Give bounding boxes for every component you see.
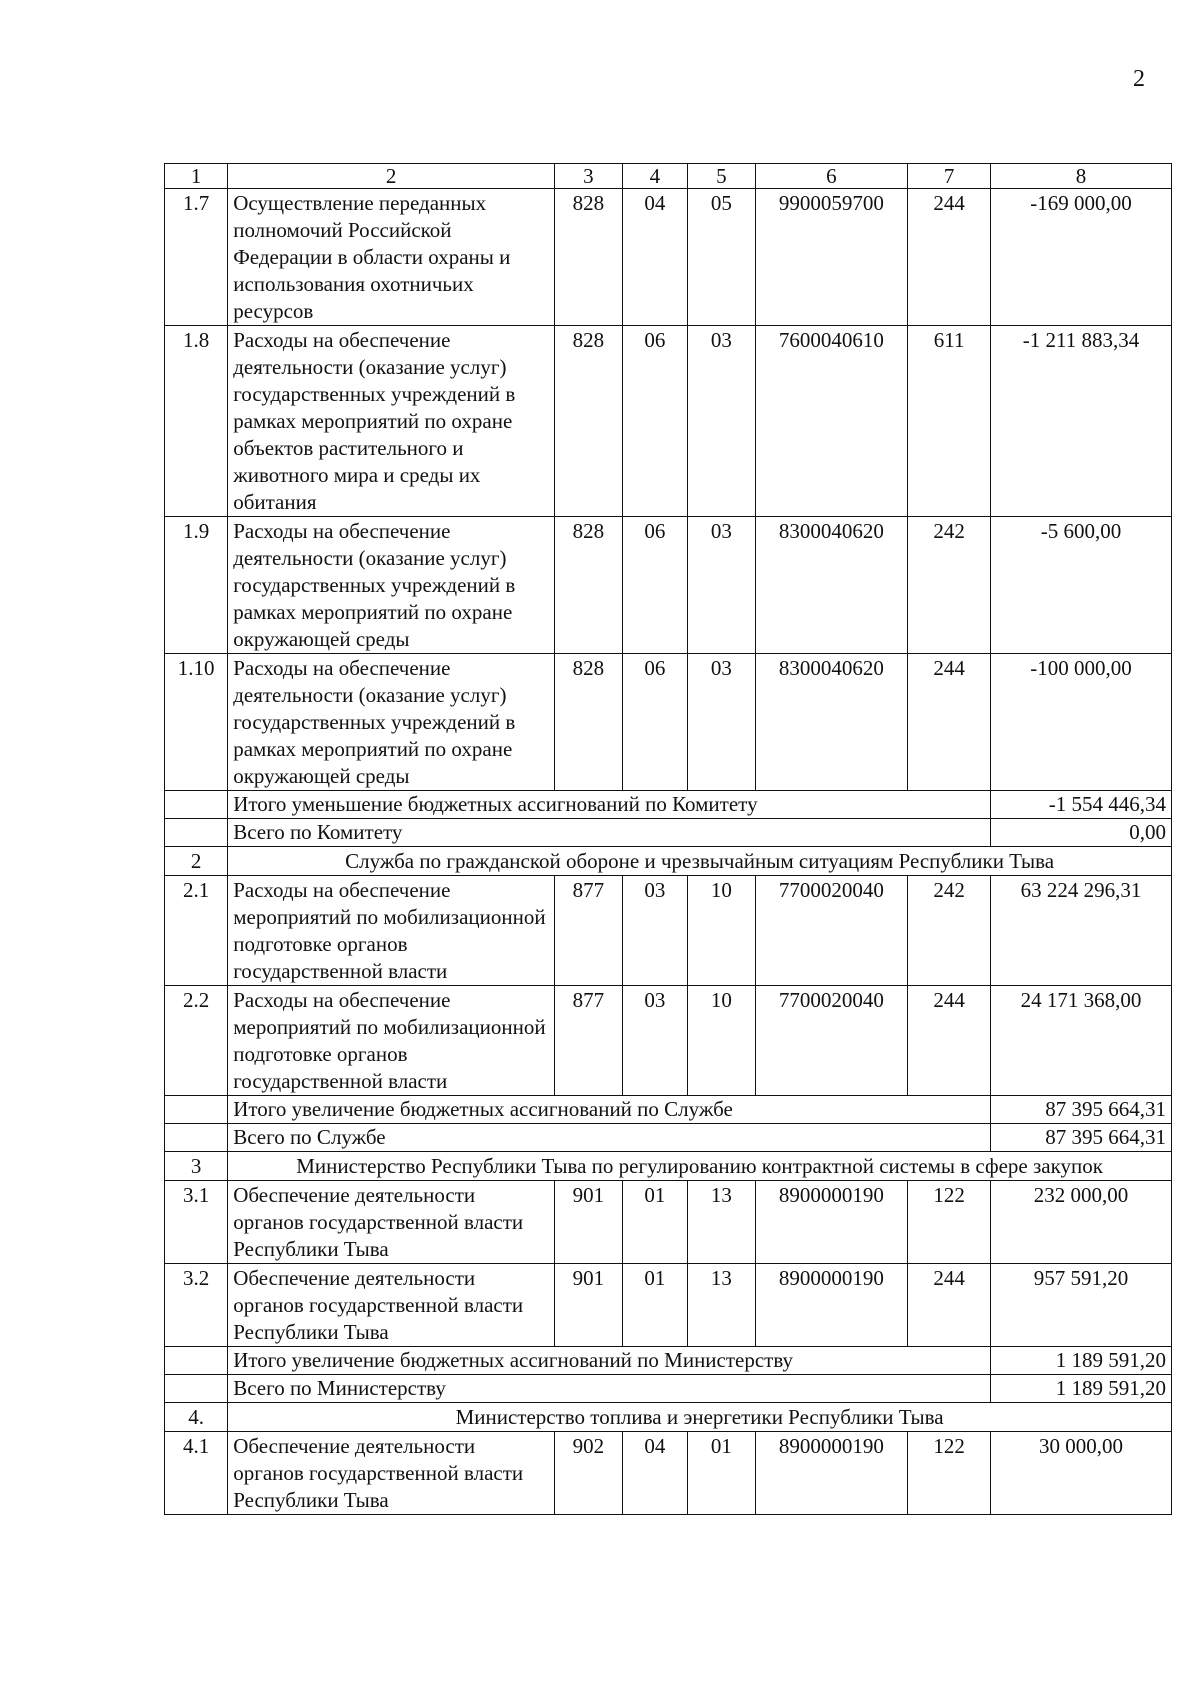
row-name: Расходы на обеспечение мероприятий по мобилизационной подготовке органов государственной власти — [228, 876, 555, 986]
total-label: Итого увеличение бюджетных ассигнований по Службе — [228, 1096, 991, 1124]
total-label: Всего по Комитету — [228, 819, 991, 847]
total-empty-cell — [165, 1347, 228, 1375]
code-section: 01 — [622, 1264, 687, 1347]
row-number: 1.7 — [165, 189, 228, 326]
row-amount: -1 211 883,34 — [991, 326, 1172, 517]
code-admin: 828 — [555, 517, 623, 654]
row-number: 2.2 — [165, 986, 228, 1096]
row-amount: 24 171 368,00 — [991, 986, 1172, 1096]
code-expense-type: 611 — [908, 326, 991, 517]
code-expense-type: 244 — [908, 1264, 991, 1347]
table-row — [165, 1181, 1172, 1264]
row-amount: 957 591,20 — [991, 1264, 1172, 1347]
total-label: Итого уменьшение бюджетных ассигнований по Комитету — [228, 791, 991, 819]
row-number: 3.1 — [165, 1181, 228, 1264]
code-expense-type: 122 — [908, 1181, 991, 1264]
total-amount: 87 395 664,31 — [991, 1096, 1172, 1124]
section-header-row — [165, 1403, 1172, 1432]
total-amount: 1 189 591,20 — [991, 1347, 1172, 1375]
total-empty-cell — [165, 819, 228, 847]
total-label: Всего по Министерству — [228, 1375, 991, 1403]
code-subsection: 10 — [688, 876, 756, 986]
page-number: 2 — [1133, 66, 1145, 92]
code-section: 03 — [622, 986, 687, 1096]
column-header-1: 1 — [165, 164, 228, 189]
total-empty-cell — [165, 1124, 228, 1152]
row-amount: 232 000,00 — [991, 1181, 1172, 1264]
total-label: Итого увеличение бюджетных ассигнований по Министерству — [228, 1347, 991, 1375]
section-number: 4. — [165, 1403, 228, 1432]
section-header-row — [165, 1152, 1172, 1181]
column-header-2: 2 — [228, 164, 555, 189]
total-amount: 87 395 664,31 — [991, 1124, 1172, 1152]
row-number: 1.8 — [165, 326, 228, 517]
column-header-4: 4 — [622, 164, 687, 189]
row-amount: -100 000,00 — [991, 654, 1172, 791]
section-number: 3 — [165, 1152, 228, 1181]
row-name: Расходы на обеспечение деятельности (оказание услуг) государственных учреждений в рамках мероприятий по охране окружающей среды — [228, 517, 555, 654]
table-row — [165, 326, 1172, 517]
column-header-3: 3 — [555, 164, 623, 189]
code-section: 06 — [622, 517, 687, 654]
total-amount: 1 189 591,20 — [991, 1375, 1172, 1403]
code-section: 04 — [622, 189, 687, 326]
row-number: 1.9 — [165, 517, 228, 654]
row-amount: 30 000,00 — [991, 1432, 1172, 1515]
section-number: 2 — [165, 847, 228, 876]
code-expense-type: 244 — [908, 986, 991, 1096]
total-label: Всего по Службе — [228, 1124, 991, 1152]
code-expense-type: 242 — [908, 517, 991, 654]
code-subsection: 03 — [688, 517, 756, 654]
code-subsection: 13 — [688, 1264, 756, 1347]
code-expense-type: 122 — [908, 1432, 991, 1515]
code-admin: 902 — [555, 1432, 623, 1515]
table-row — [165, 876, 1172, 986]
total-empty-cell — [165, 791, 228, 819]
code-subsection: 03 — [688, 654, 756, 791]
code-target: 9900059700 — [755, 189, 908, 326]
code-section: 06 — [622, 326, 687, 517]
row-name: Обеспечение деятельности органов государственной власти Республики Тыва — [228, 1181, 555, 1264]
row-amount: 63 224 296,31 — [991, 876, 1172, 986]
code-admin: 901 — [555, 1181, 623, 1264]
code-section: 06 — [622, 654, 687, 791]
code-subsection: 03 — [688, 326, 756, 517]
table-row — [165, 1432, 1172, 1515]
code-target: 8900000190 — [755, 1432, 908, 1515]
total-row — [165, 819, 1172, 847]
row-name: Обеспечение деятельности органов государственной власти Республики Тыва — [228, 1432, 555, 1515]
row-amount: -5 600,00 — [991, 517, 1172, 654]
row-number: 1.10 — [165, 654, 228, 791]
column-header-7: 7 — [908, 164, 991, 189]
code-target: 8300040620 — [755, 654, 908, 791]
total-amount: 0,00 — [991, 819, 1172, 847]
section-title: Министерство топлива и энергетики Республики Тыва — [228, 1403, 1172, 1432]
code-target: 7700020040 — [755, 876, 908, 986]
total-empty-cell — [165, 1375, 228, 1403]
code-section: 04 — [622, 1432, 687, 1515]
code-target: 8300040620 — [755, 517, 908, 654]
row-name: Осуществление переданных полномочий Российской Федерации в области охраны и использования охотничьих ресурсов — [228, 189, 555, 326]
code-target: 7700020040 — [755, 986, 908, 1096]
section-title: Служба по гражданской обороне и чрезвычайным ситуациям Республики Тыва — [228, 847, 1172, 876]
code-target: 8900000190 — [755, 1181, 908, 1264]
table-row — [165, 1264, 1172, 1347]
total-row — [165, 1124, 1172, 1152]
code-admin: 877 — [555, 986, 623, 1096]
row-number: 4.1 — [165, 1432, 228, 1515]
code-expense-type: 244 — [908, 189, 991, 326]
code-admin: 877 — [555, 876, 623, 986]
code-subsection: 10 — [688, 986, 756, 1096]
code-admin: 828 — [555, 326, 623, 517]
total-row — [165, 1375, 1172, 1403]
row-name: Расходы на обеспечение деятельности (оказание услуг) государственных учреждений в рамках мероприятий по охране объектов растительного и животного мира и среды их обитания — [228, 326, 555, 517]
row-name: Обеспечение деятельности органов государственной власти Республики Тыва — [228, 1264, 555, 1347]
section-title: Министерство Республики Тыва по регулированию контрактной системы в сфере закупок — [228, 1152, 1172, 1181]
code-section: 03 — [622, 876, 687, 986]
total-amount: -1 554 446,34 — [991, 791, 1172, 819]
code-target: 7600040610 — [755, 326, 908, 517]
row-name: Расходы на обеспечение деятельности (оказание услуг) государственных учреждений в рамках мероприятий по охране окружающей среды — [228, 654, 555, 791]
table-row — [165, 654, 1172, 791]
column-header-8: 8 — [991, 164, 1172, 189]
header-row — [165, 164, 1172, 189]
table-row — [165, 986, 1172, 1096]
row-amount: -169 000,00 — [991, 189, 1172, 326]
column-header-6: 6 — [755, 164, 908, 189]
table-row — [165, 517, 1172, 654]
code-expense-type: 242 — [908, 876, 991, 986]
code-admin: 901 — [555, 1264, 623, 1347]
table-row — [165, 189, 1172, 326]
row-number: 3.2 — [165, 1264, 228, 1347]
row-name: Расходы на обеспечение мероприятий по мобилизационной подготовке органов государственной власти — [228, 986, 555, 1096]
row-number: 2.1 — [165, 876, 228, 986]
code-target: 8900000190 — [755, 1264, 908, 1347]
code-subsection: 13 — [688, 1181, 756, 1264]
code-admin: 828 — [555, 189, 623, 326]
code-admin: 828 — [555, 654, 623, 791]
code-subsection: 01 — [688, 1432, 756, 1515]
total-empty-cell — [165, 1096, 228, 1124]
column-header-5: 5 — [688, 164, 756, 189]
total-row — [165, 1096, 1172, 1124]
code-section: 01 — [622, 1181, 687, 1264]
code-subsection: 05 — [688, 189, 756, 326]
section-header-row — [165, 847, 1172, 876]
total-row — [165, 1347, 1172, 1375]
budget-table — [164, 163, 1172, 1515]
total-row — [165, 791, 1172, 819]
code-expense-type: 244 — [908, 654, 991, 791]
